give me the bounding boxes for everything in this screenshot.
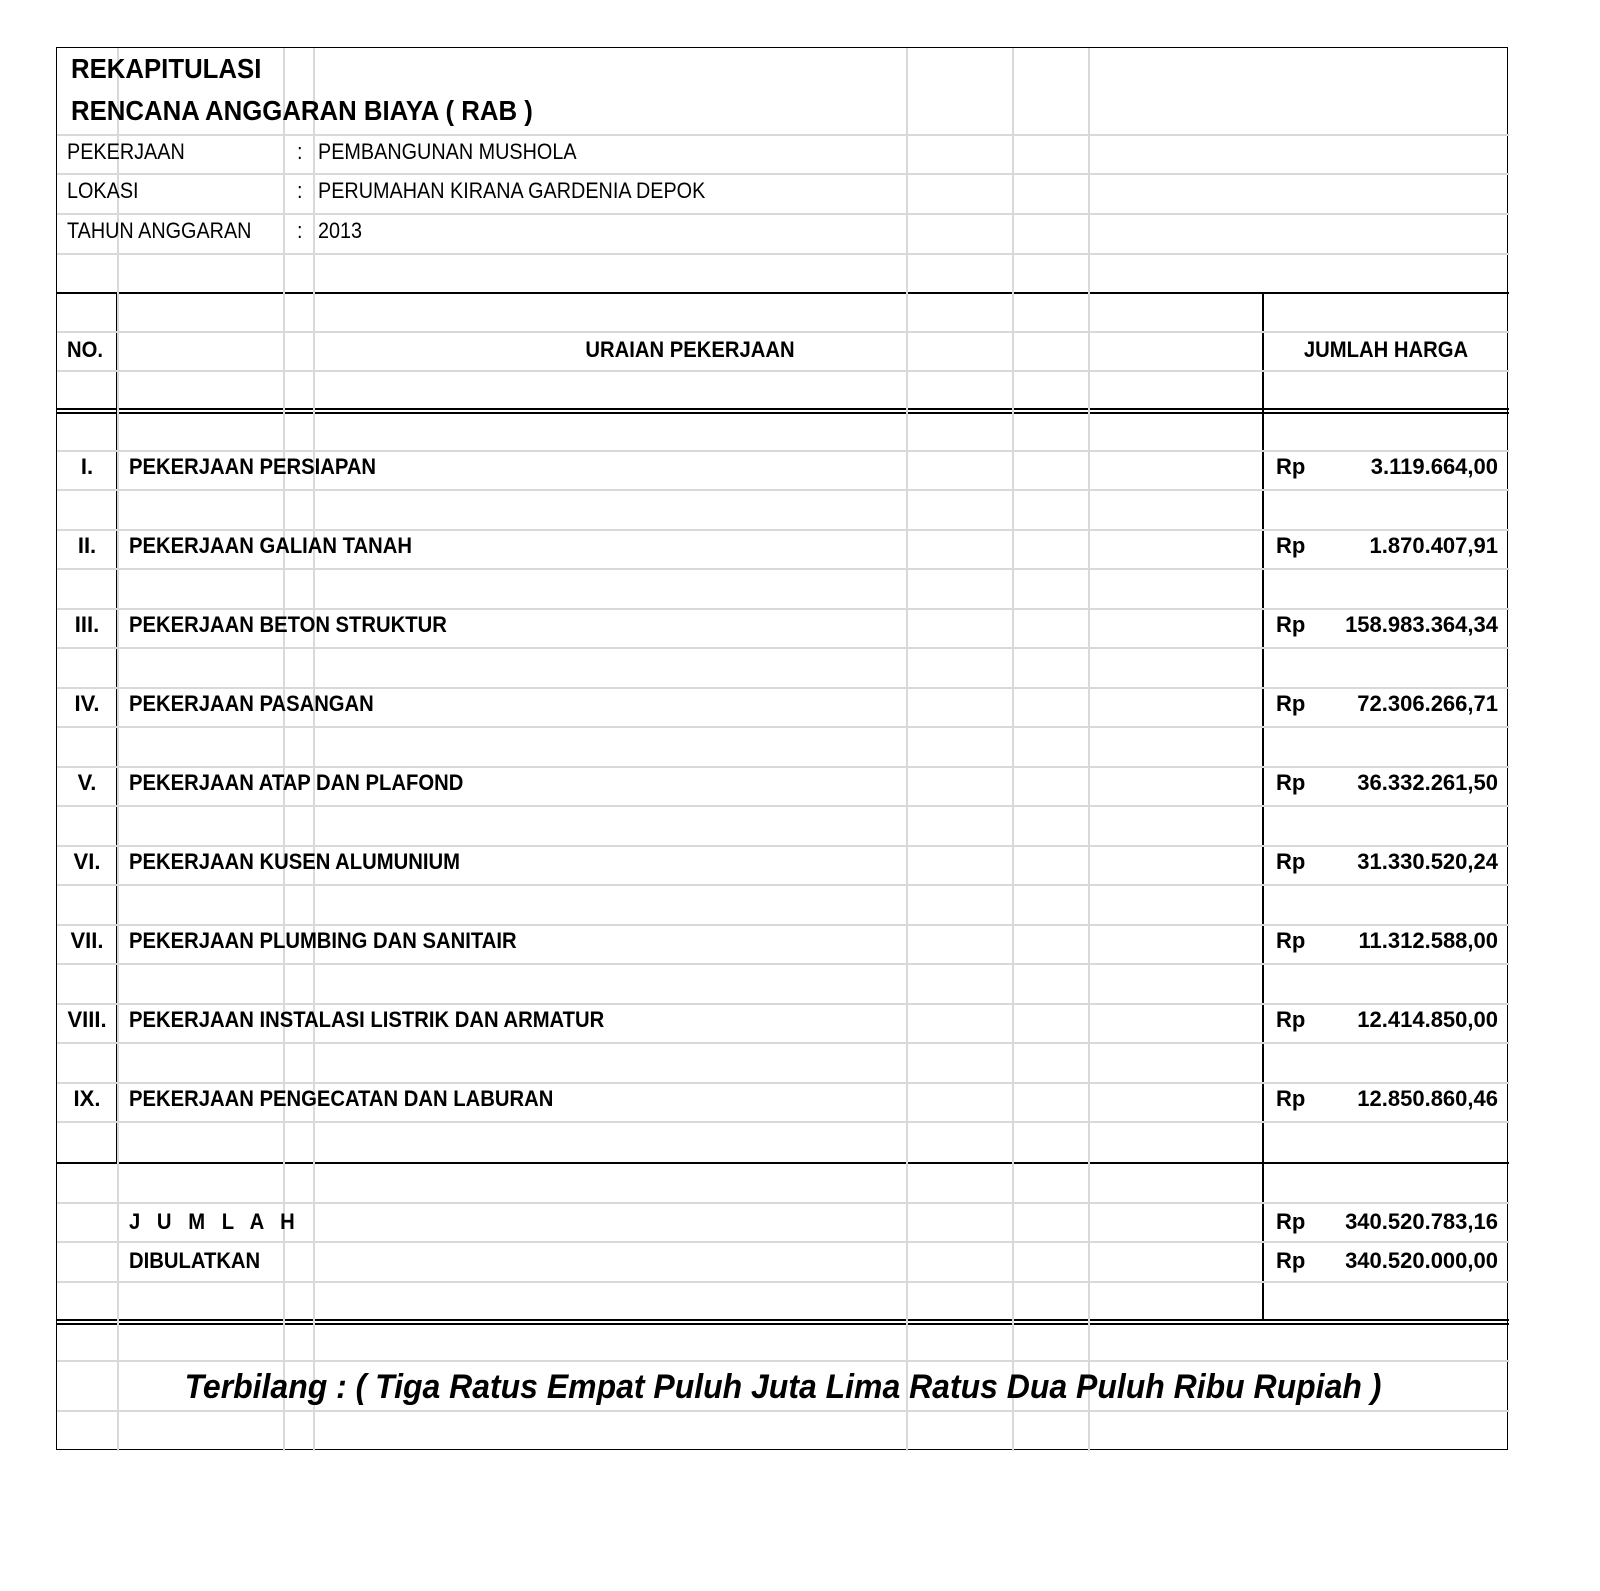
item-currency: Rp [1276, 1007, 1306, 1032]
pekerjaan-value: PEMBANGUNAN MUSHOLA [318, 139, 577, 164]
item-amount: 158.983.364,34 [1345, 612, 1498, 637]
item-currency: Rp [1276, 454, 1306, 479]
item-amount: 31.330.520,24 [1357, 849, 1498, 874]
grid-row-line [57, 924, 1509, 926]
tahun-anggaran-label: TAHUN ANGGARAN [67, 218, 252, 243]
terbilang-text: Terbilang : ( Tiga Ratus Empat Puluh Juta Lima Ratus Dua Puluh Ribu Rupiah ) [184, 1368, 1382, 1406]
item-amount: 1.870.407,91 [1369, 533, 1498, 558]
item-number: II. [77, 533, 97, 558]
item-currency: Rp [1276, 849, 1306, 874]
item-description: PEKERJAAN PASANGAN [129, 691, 374, 716]
grid-row-line [57, 766, 1509, 768]
column-header-uraian: URAIAN PEKERJAAN [585, 337, 795, 362]
item-number: I. [80, 454, 94, 479]
grid-row-line [57, 1121, 1509, 1123]
jumlah-currency: Rp [1276, 1209, 1306, 1234]
tahun-anggaran-separator: : [297, 218, 303, 243]
pekerjaan-label: PEKERJAAN [67, 139, 185, 164]
grid-row-line [57, 963, 1509, 965]
grid-row-line [57, 687, 1509, 689]
grid-row-line [57, 1241, 1509, 1243]
grid-row-line [57, 1082, 1509, 1084]
item-currency: Rp [1276, 770, 1306, 795]
item-description: PEKERJAAN ATAP DAN PLAFOND [129, 770, 464, 795]
grid-row-line [57, 1042, 1509, 1044]
grid-row-line [57, 1281, 1509, 1283]
grid-row-line [57, 450, 1509, 452]
item-description: PEKERJAAN PERSIAPAN [129, 454, 377, 479]
header-top-rule [57, 292, 1509, 294]
item-currency: Rp [1276, 928, 1306, 953]
item-currency: Rp [1276, 612, 1306, 637]
items-bottom-rule [57, 1162, 1509, 1164]
grid-row-line [57, 726, 1509, 728]
item-number: VI. [73, 849, 101, 874]
item-number: V. [77, 770, 97, 795]
item-number: IX. [73, 1086, 101, 1111]
rab-sheet [56, 47, 1508, 1450]
grid-row-line [57, 370, 1509, 372]
item-amount: 36.332.261,50 [1357, 770, 1498, 795]
grid-row-line [57, 489, 1509, 491]
header-bottom-rule-double [57, 412, 1509, 414]
item-description: PEKERJAAN PLUMBING DAN SANITAIR [129, 928, 517, 953]
item-description: PEKERJAAN PENGECATAN DAN LABURAN [129, 1086, 554, 1111]
item-amount: 72.306.266,71 [1357, 691, 1498, 716]
item-number: VII. [70, 928, 104, 953]
item-currency: Rp [1276, 1086, 1306, 1111]
column-header-no: NO. [67, 337, 103, 362]
grid-row-line [57, 568, 1509, 570]
lokasi-label: LOKASI [67, 178, 139, 203]
grid-row-line [57, 1003, 1509, 1005]
dibulatkan-label: DIBULATKAN [129, 1248, 261, 1273]
pekerjaan-separator: : [297, 139, 303, 164]
item-number: IV. [74, 691, 100, 716]
grid-row-line [57, 845, 1509, 847]
grid-row-line [57, 253, 1509, 255]
grid-row-line [57, 1410, 1509, 1412]
grid-row-line [57, 647, 1509, 649]
dibulatkan-currency: Rp [1276, 1248, 1306, 1273]
grid-row-line [57, 331, 1509, 333]
title-line-1: REKAPITULASI [71, 53, 262, 84]
item-description: PEKERJAAN INSTALASI LISTRIK DAN ARMATUR [129, 1007, 605, 1032]
item-currency: Rp [1276, 533, 1306, 558]
header-bottom-rule [57, 408, 1509, 410]
item-number: III. [74, 612, 100, 637]
item-currency: Rp [1276, 691, 1306, 716]
dibulatkan-amount: 340.520.000,00 [1345, 1248, 1498, 1273]
grid-row-line [57, 173, 1509, 175]
column-header-jumlah-harga: JUMLAH HARGA [1303, 337, 1469, 362]
jumlah-amount: 340.520.783,16 [1345, 1209, 1498, 1234]
grid-row-line [57, 805, 1509, 807]
amount-column-rule [1262, 292, 1264, 1321]
item-amount: 12.414.850,00 [1357, 1007, 1498, 1032]
grid-row-line [57, 884, 1509, 886]
title-line-2: RENCANA ANGGARAN BIAYA ( RAB ) [71, 95, 533, 126]
item-description: PEKERJAAN BETON STRUKTUR [129, 612, 447, 637]
totals-bottom-rule [57, 1319, 1509, 1321]
item-amount: 3.119.664,00 [1370, 454, 1498, 479]
jumlah-label: J U M L A H [129, 1209, 301, 1234]
tahun-anggaran-value: 2013 [318, 218, 363, 243]
item-number: VIII. [67, 1007, 107, 1032]
grid-row-line [57, 213, 1509, 215]
item-amount: 11.312.588,00 [1358, 928, 1498, 953]
grid-row-line [57, 134, 1509, 136]
item-amount: 12.850.860,46 [1357, 1086, 1498, 1111]
item-description: PEKERJAAN KUSEN ALUMUNIUM [129, 849, 460, 874]
grid-row-line [57, 1202, 1509, 1204]
totals-bottom-rule-double [57, 1323, 1509, 1325]
item-description: PEKERJAAN GALIAN TANAH [129, 533, 413, 558]
lokasi-separator: : [297, 178, 303, 203]
grid-row-line [57, 608, 1509, 610]
lokasi-value: PERUMAHAN KIRANA GARDENIA DEPOK [318, 178, 706, 203]
grid-row-line [57, 529, 1509, 531]
grid-row-line [57, 1360, 1509, 1362]
